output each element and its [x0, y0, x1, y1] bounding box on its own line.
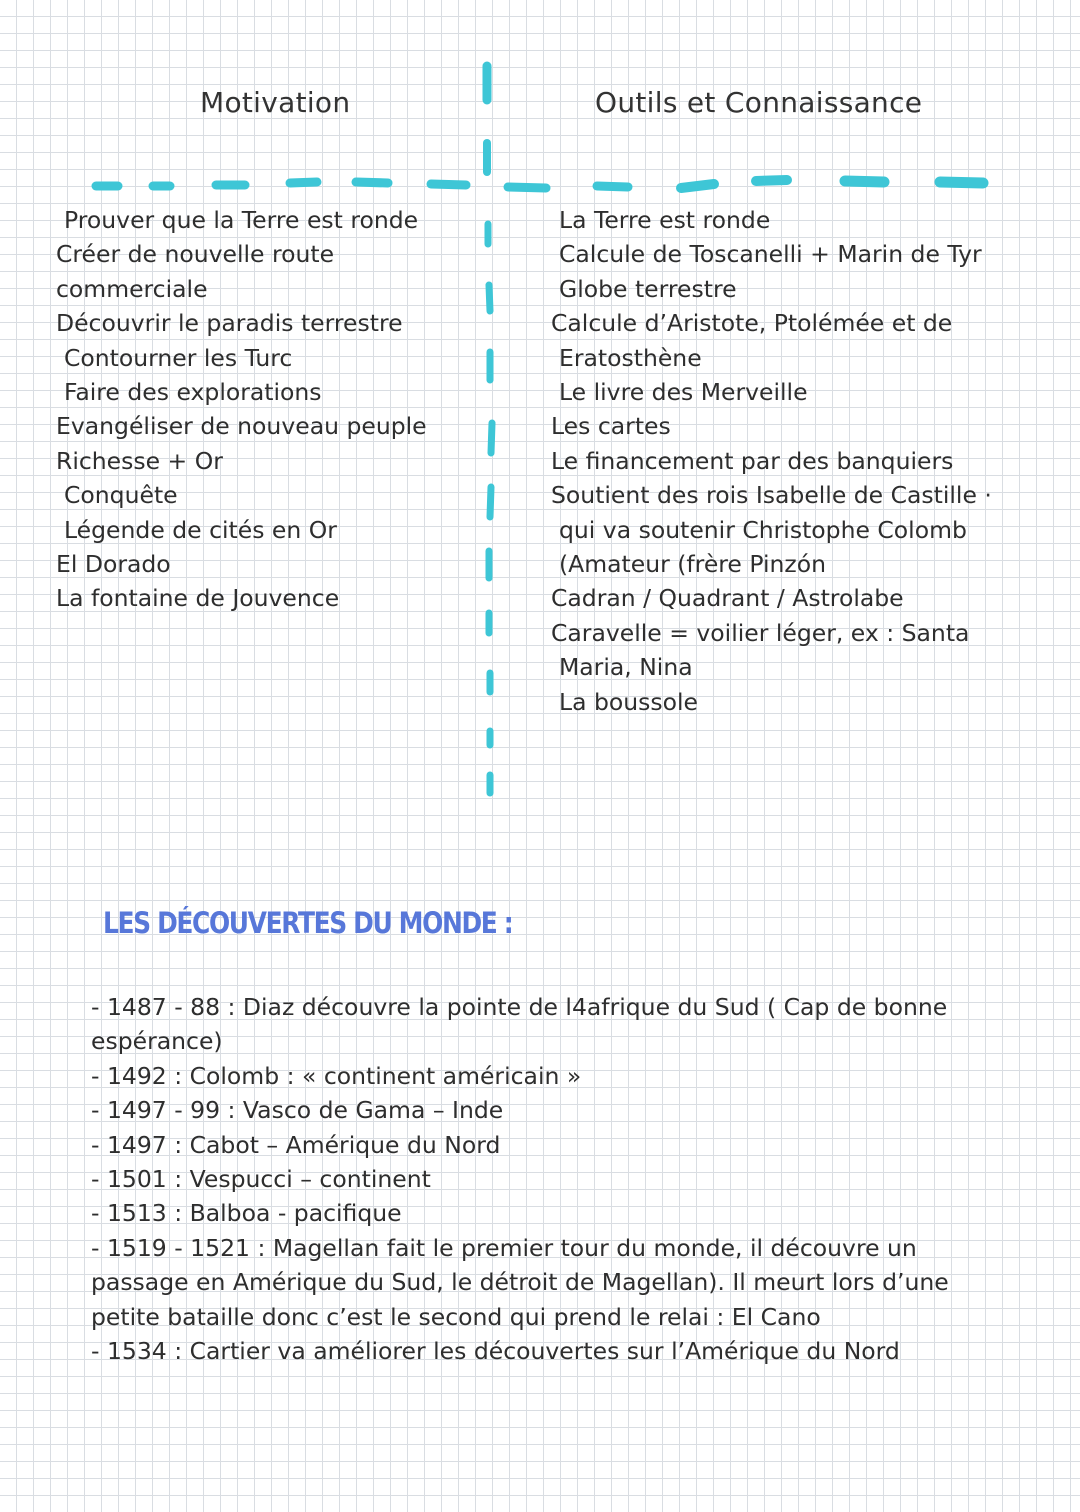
vertical-dash [491, 423, 492, 453]
motivation-item: Découvrir le paradis terrestre [56, 309, 403, 338]
tools-item: Le livre des Merveille [559, 378, 808, 407]
motivation-list [56, 203, 427, 616]
horizontal-dash [597, 186, 628, 187]
timeline-item: - 1513 : Balboa - pacifique [91, 1199, 402, 1228]
tools-item: (Amateur (frère Pinzón [559, 550, 827, 579]
horizontal-dash [681, 184, 714, 188]
horizontal-dash [508, 187, 546, 188]
horizontal-dash [940, 182, 983, 183]
motivation-item: commerciale [56, 274, 208, 303]
timeline-item: - 1487 - 88 : Diaz découvre la pointe de l4afrique du Sud ( Cap de bonne espérance) [91, 993, 948, 1056]
tools-item: Calcule d’Aristote, Ptolémée et de [551, 309, 953, 338]
timeline-item: - 1497 : Cabot – Amérique du Nord [91, 1130, 501, 1159]
tools-item: Soutient des rois Isabelle de Castille · [551, 481, 992, 510]
horizontal-dash [356, 182, 388, 183]
motivation-item: Conquête [64, 481, 178, 510]
motivation-item: Faire des explorations [64, 378, 322, 407]
timeline-item: - 1534 : Cartier va améliorer les découvertes sur l’Amérique du Nord [91, 1337, 900, 1366]
horizontal-dash [845, 181, 884, 182]
motivation-header: Motivation [200, 86, 351, 119]
timeline-item: - 1497 - 99 : Vasco de Gama – Inde [91, 1096, 504, 1125]
horizontal-dash [431, 184, 466, 185]
tools-item: Les cartes [551, 412, 671, 441]
motivation-item: Richesse + Or [56, 446, 223, 475]
tools-item: Calcule de Toscanelli + Marin de Tyr [559, 240, 982, 269]
motivation-item: La fontaine de Jouvence [56, 584, 340, 613]
tools-item: Maria, Nina [559, 653, 693, 682]
tools-item: La boussole [559, 687, 699, 716]
discoveries-timeline [91, 990, 1011, 1368]
motivation-item: El Dorado [56, 550, 171, 579]
horizontal-dash [756, 180, 787, 181]
timeline-item: - 1519 - 1521 : Magellan fait le premier tour du monde, il découvre un passage en Amérique du Sud, le détroit de Magellan). Il meurt lors d’une petite bataille donc c’est le second qui prend le relai : El Cano [91, 1233, 949, 1331]
tools-item: qui va soutenir Christophe Colomb [559, 515, 967, 544]
motivation-item: Contourner les Turc [64, 343, 293, 372]
tools-item: Cadran / Quadrant / Astrolabe [551, 584, 904, 613]
motivation-item: Créer de nouvelle route [56, 240, 335, 269]
vertical-dash [490, 487, 491, 517]
horizontal-dash [290, 182, 317, 183]
tools-item: La Terre est ronde [559, 206, 771, 234]
motivation-item: Prouver que la Terre est ronde [64, 206, 419, 234]
vertical-dash [489, 285, 490, 311]
tools-list [551, 203, 992, 719]
timeline-item: - 1501 : Vespucci – continent [91, 1165, 431, 1194]
timeline-item: - 1492 : Colomb : « continent américain » [91, 1061, 582, 1090]
tools-item: Eratosthène [559, 343, 702, 372]
motivation-item: Evangéliser de nouveau peuple [56, 412, 427, 441]
discoveries-title: LES DÉCOUVERTES DU MONDE : [103, 906, 513, 940]
tools-item: Globe terrestre [559, 274, 737, 303]
tools-header: Outils et Connaissance [595, 86, 923, 119]
motivation-item: Légende de cités en Or [64, 515, 337, 544]
tools-item: Le financement par des banquiers [551, 446, 954, 475]
tools-item: Caravelle = voilier léger, ex : Santa [551, 618, 970, 647]
